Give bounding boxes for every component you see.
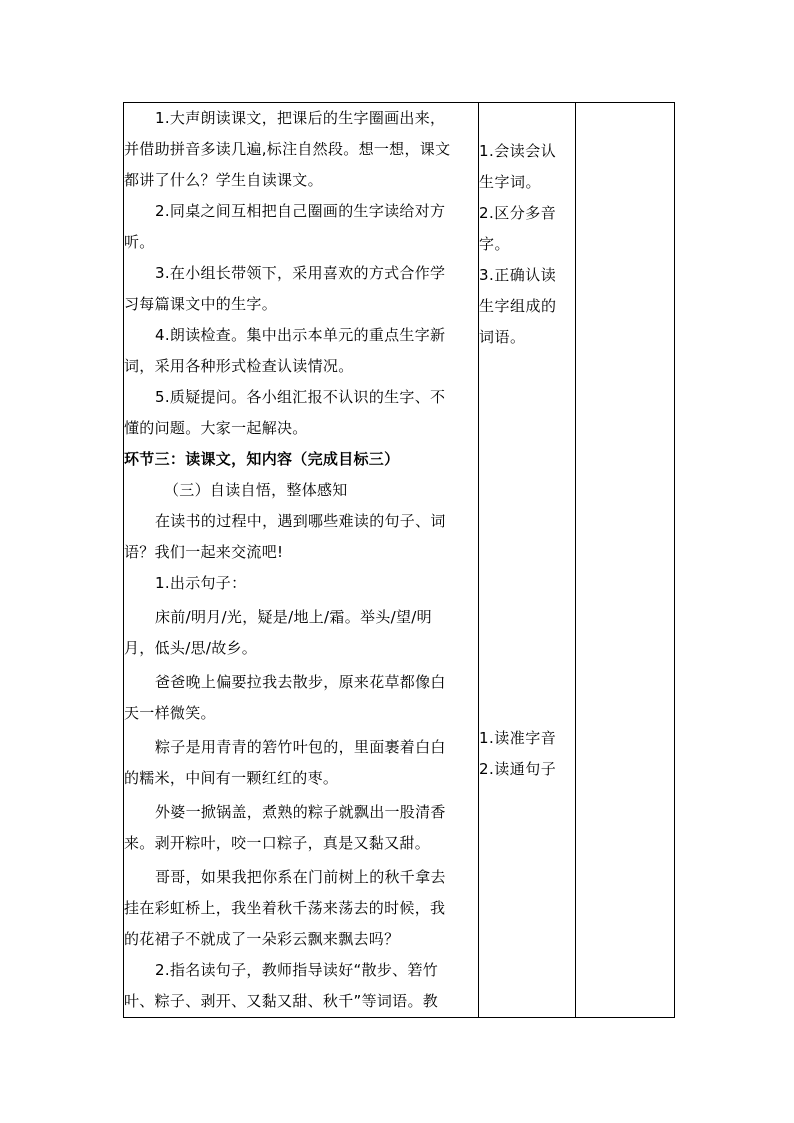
step-4-line-2: 词，采用各种形式检查认读情况。	[124, 357, 354, 375]
goal-2-line-2: 字。	[479, 235, 511, 253]
goal-read-pronunciation: 1.读准字音	[479, 729, 557, 747]
sentence-1-line-1: 爸爸晚上偏要拉我去散步，原来花草都像白	[155, 673, 446, 691]
step-1-line-3: 都讲了什么？学生自读课文。	[124, 171, 323, 189]
intro-line-1: 在读书的过程中，遇到哪些难读的句子、词	[155, 512, 446, 530]
subsection-heading: （三）自读自悟，整体感知	[164, 481, 348, 499]
notes-cell	[576, 103, 675, 1018]
goal-3-line-2: 生字组成的	[479, 297, 557, 315]
activity-cell	[124, 103, 479, 1018]
step-guide-line-1: 2.指名读句子，教师指导读好“散步、箬竹	[155, 961, 439, 979]
sentence-4-line-2: 挂在彩虹桥上，我坐着秋千荡来荡去的时候，我	[124, 899, 446, 917]
show-sentences-label: 1.出示句子：	[155, 574, 247, 592]
sentence-4-line-3: 的花裙子不就成了一朵彩云飘来飘去吗？	[124, 930, 400, 948]
step-5-line-2: 懂的问题。大家一起解决。	[124, 419, 308, 437]
poem-line-2: 月，低头/思/故乡。	[124, 639, 258, 657]
poem-line-1: 床前/明月/光，疑是/地上/霜。举头/望/明	[155, 608, 432, 626]
sentence-2-line-1: 粽子是用青青的箬竹叶包的，里面裹着白白	[155, 738, 446, 756]
sentence-3-line-2: 来。剥开粽叶，咬一口粽子，真是又黏又甜。	[124, 834, 431, 852]
lesson-plan-table	[123, 102, 675, 1018]
step-5-line-1: 5.质疑提问。各小组汇报不认识的生字、不	[155, 388, 446, 406]
goal-read-sentences: 2.读通句子	[479, 760, 557, 778]
sentence-1-line-2: 天一样微笑。	[124, 704, 216, 722]
goal-1-line-1: 1.会读会认	[479, 142, 557, 160]
section-heading: 环节三：读课文，知内容（完成目标三）	[124, 450, 400, 468]
intro-line-2: 语？我们一起来交流吧!	[124, 543, 284, 561]
sentence-4-line-1: 哥哥，如果我把你系在门前树上的秋千拿去	[155, 868, 446, 886]
step-1-line-2: 并借助拼音多读几遍,标注自然段。想一想，课文	[124, 140, 451, 158]
goal-3-line-1: 3.正确认读	[479, 266, 557, 284]
step-4-line-1: 4.朗读检查。集中出示本单元的重点生字新	[155, 326, 446, 344]
goals-cell	[479, 103, 576, 1018]
step-3-line-1: 3.在小组长带领下，采用喜欢的方式合作学	[155, 264, 446, 282]
step-guide-line-2: 叶、粽子、剥开、又黏又甜、秋千”等词语。教	[124, 992, 439, 1010]
goal-3-line-3: 词语。	[479, 328, 526, 346]
step-2-line-1: 2.同桌之间互相把自己圈画的生字读给对方	[155, 202, 446, 220]
step-1-line-1: 1.大声朗读课文，把课后的生字圈画出来，	[155, 109, 446, 127]
sentence-3-line-1: 外婆一掀锅盖，煮熟的粽子就飘出一股清香	[155, 803, 446, 821]
table-row	[124, 103, 675, 1018]
step-3-line-2: 习每篇课文中的生字。	[124, 295, 278, 313]
sentence-2-line-2: 的糯米，中间有一颗红红的枣。	[124, 769, 339, 787]
goal-2-line-1: 2.区分多音	[479, 204, 557, 222]
step-2-line-2: 听。	[124, 233, 155, 251]
goal-1-line-2: 生字词。	[479, 173, 542, 191]
